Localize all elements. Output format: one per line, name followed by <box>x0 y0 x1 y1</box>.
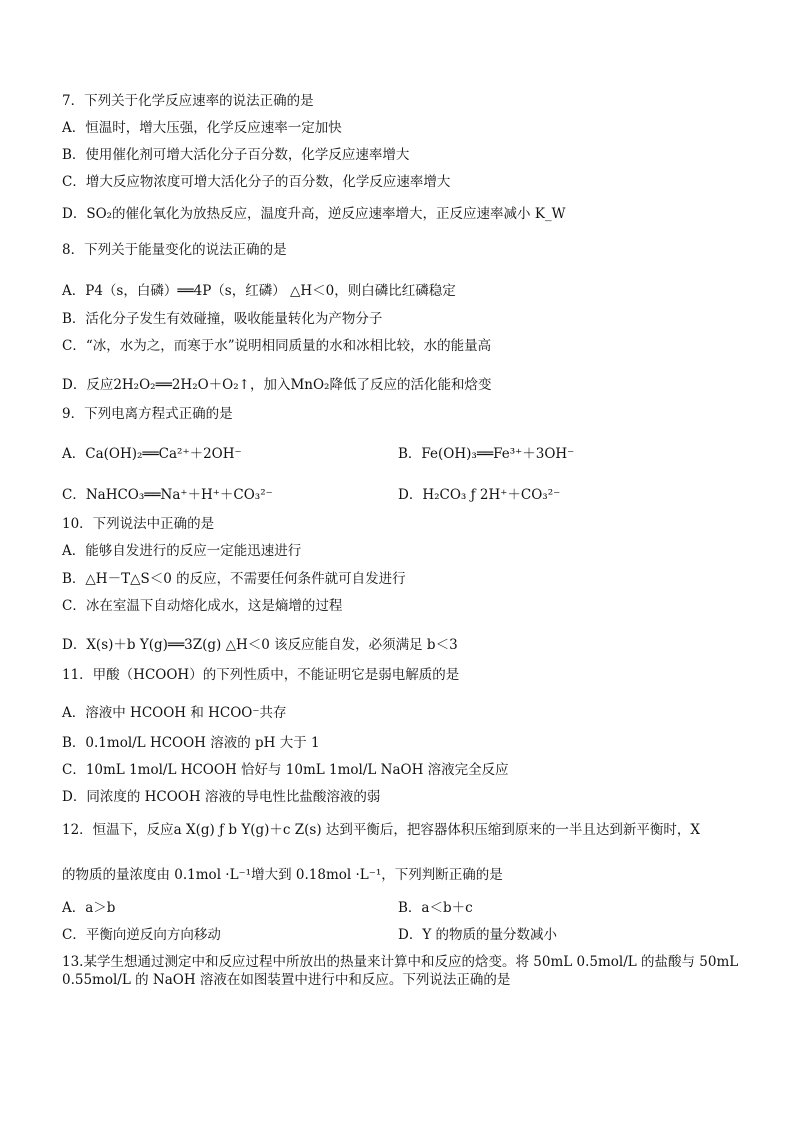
q13-stem: 13.某学生想通过测定中和反应过程中所放出的热量来计算中和反应的焓变。将 50mL 0.5mol/L 的盐酸与 50mL 0.55mol/L 的 NaOH 溶液在如图装置中进行中和反应。下列说法正确的是 <box>62 954 739 988</box>
q9-option-d: D．H₂CO₃ ƒ 2H⁺＋CO₃²⁻ <box>398 487 561 503</box>
q11-option-b: B．0.1mol/L HCOOH 溶液的 pH 大于 1 <box>62 735 320 751</box>
q10-option-a: A．能够自发进行的反应一定能迅速进行 <box>62 543 302 559</box>
q10-option-d: D．X(s)＋b Y(g)══3Z(g) △H＜0 该反应能自发，必须满足 b＜3 <box>62 637 458 653</box>
q9-option-a: A．Ca(OH)₂══Ca²⁺＋2OH⁻ <box>62 446 242 462</box>
q12-option-c: C．平衡向逆反向方向移动 <box>62 927 221 943</box>
q11-option-c: C．10mL 1mol/L HCOOH 恰好与 10mL 1mol/L NaOH 溶液完全反应 <box>62 762 509 778</box>
q8-option-d: D．反应2H₂O₂══2H₂O＋O₂↑，加入MnO₂降低了反应的活化能和焓变 <box>62 377 492 393</box>
q12-option-a: A．a＞b <box>62 900 116 916</box>
q12-option-b: B．a＜b＋c <box>398 900 473 916</box>
q7-option-b: B．使用催化剂可增大活化分子百分数，化学反应速率增大 <box>62 147 410 163</box>
q9-option-c: C．NaHCO₃══Na⁺＋H⁺＋CO₃²⁻ <box>62 487 273 503</box>
q11-option-d: D．同浓度的 HCOOH 溶液的导电性比盐酸溶液的弱 <box>62 789 381 805</box>
q10-stem: 10．下列说法中正确的是 <box>62 516 215 532</box>
q8-stem: 8．下列关于能量变化的说法正确的是 <box>62 242 287 258</box>
q12-stem-line1: 12．恒温下，反应a X(g) ƒ b Y(g)＋c Z(s) 达到平衡后，把容器体积压缩到原来的一半且达到新平衡时，X <box>62 822 700 838</box>
q12-option-d: D．Y 的物质的量分数减小 <box>398 927 558 943</box>
q11-stem: 11．甲酸（HCOOH）的下列性质中，不能证明它是弱电解质的是 <box>62 667 460 683</box>
q7-option-a: A．恒温时，增大压强，化学反应速率一定加快 <box>62 120 342 136</box>
q9-option-b: B．Fe(OH)₃══Fe³⁺＋3OH⁻ <box>398 446 575 462</box>
q8-option-c: C．“冰，水为之，而寒于水”说明相同质量的水和冰相比较，水的能量高 <box>62 338 492 354</box>
q12-stem-line2: 的物质的量浓度由 0.1mol ·L⁻¹增大到 0.18mol ·L⁻¹，下列判断正确的是 <box>62 867 503 883</box>
q7-option-d: D．SO₂的催化氧化为放热反应，温度升高，逆反应速率增大，正反应速率减小 K_W <box>62 206 566 222</box>
q10-option-c: C．冰在室温下自动熔化成水，这是熵增的过程 <box>62 598 343 614</box>
q8-option-b: B．活化分子发生有效碰撞，吸收能量转化为产物分子 <box>62 311 383 327</box>
q8-option-a: A．P4（s，白磷）══4P（s，红磷） △H＜0，则白磷比红磷稳定 <box>62 283 456 299</box>
q11-option-a: A．溶液中 HCOOH 和 HCOO⁻共存 <box>62 705 287 721</box>
q7-option-c: C．增大反应物浓度可增大活化分子的百分数，化学反应速率增大 <box>62 174 451 190</box>
q7-stem: 7．下列关于化学反应速率的说法正确的是 <box>62 93 314 109</box>
q9-stem: 9．下列电离方程式正确的是 <box>62 406 233 422</box>
q10-option-b: B．△H－T△S＜0 的反应，不需要任何条件就可自发进行 <box>62 571 406 587</box>
